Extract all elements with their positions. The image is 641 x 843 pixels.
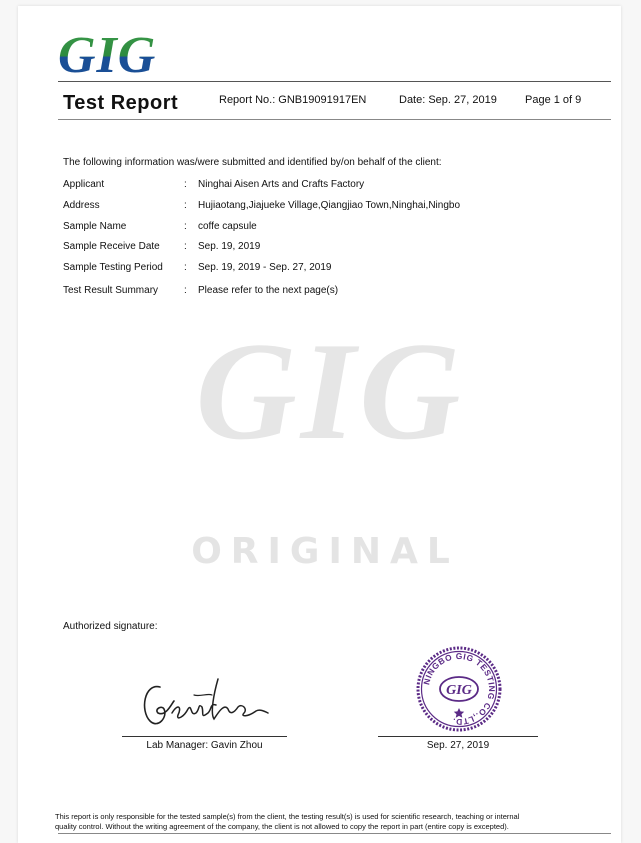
watermark-logo: GIG <box>195 314 465 469</box>
field-value-result-summary: Please refer to the next page(s) <box>198 285 339 296</box>
field-label-address: Address <box>63 200 100 211</box>
lab-manager-caption: Lab Manager: Gavin Zhou <box>146 740 263 751</box>
seal-center-text: GIG <box>446 683 472 698</box>
title-rule <box>58 119 611 120</box>
footer-line-1: This report is only responsible for the tested sample(s) from the client, the testing result(s) is used for scientific research, teaching or internal <box>55 812 520 821</box>
field-label-sample-name: Sample Name <box>63 221 127 232</box>
field-colon: : <box>184 241 187 252</box>
field-colon: : <box>184 262 187 273</box>
field-label-result-summary: Test Result Summary <box>63 285 159 296</box>
field-colon: : <box>184 221 187 232</box>
footer-rule <box>58 833 611 834</box>
company-seal-icon <box>416 646 502 732</box>
report-date: Date: Sep. 27, 2019 <box>399 94 497 106</box>
field-value-applicant: Ninghai Aisen Arts and Crafts Factory <box>198 179 365 190</box>
footer-disclaimer <box>55 812 595 831</box>
field-value-receive-date: Sep. 19, 2019 <box>198 241 261 252</box>
signature-line <box>122 736 287 737</box>
authorized-signature-label: Authorized signature: <box>63 621 158 632</box>
report-title: Test Report <box>63 92 179 114</box>
watermark-original: ORIGINAL <box>191 531 459 572</box>
report-number: Report No.: GNB19091917EN <box>219 94 367 106</box>
field-label-applicant: Applicant <box>63 179 105 190</box>
handwritten-signature <box>138 673 273 735</box>
field-label-receive-date: Sample Receive Date <box>63 241 160 252</box>
page-number: Page 1 of 9 <box>525 94 582 106</box>
header-rule <box>58 81 611 82</box>
field-value-testing-period: Sep. 19, 2019 - Sep. 27, 2019 <box>198 262 332 273</box>
date-line <box>378 736 538 737</box>
footer-line-2: quality control. Without the writing agreement of the company, the client is not allowed to copy the report in part (entire copy is excepted). <box>55 821 509 831</box>
field-colon: : <box>184 285 187 296</box>
field-colon: : <box>184 179 187 190</box>
field-label-testing-period: Sample Testing Period <box>63 262 163 273</box>
gig-logo: GIG <box>58 27 157 84</box>
client-intro: The following information was/were submitted and identified by/on behalf of the client: <box>63 157 442 168</box>
field-value-address: Hujiaotang,Jiajueke Village,Qiangjiao Town,Ninghai,Ningbo <box>198 200 461 211</box>
signature-date: Sep. 27, 2019 <box>426 740 490 751</box>
seal-ring-text: NINGBO GIG TESTING CO.,LTD. <box>421 650 498 728</box>
field-value-sample-name: coffe capsule <box>198 221 257 232</box>
field-colon: : <box>184 200 187 211</box>
